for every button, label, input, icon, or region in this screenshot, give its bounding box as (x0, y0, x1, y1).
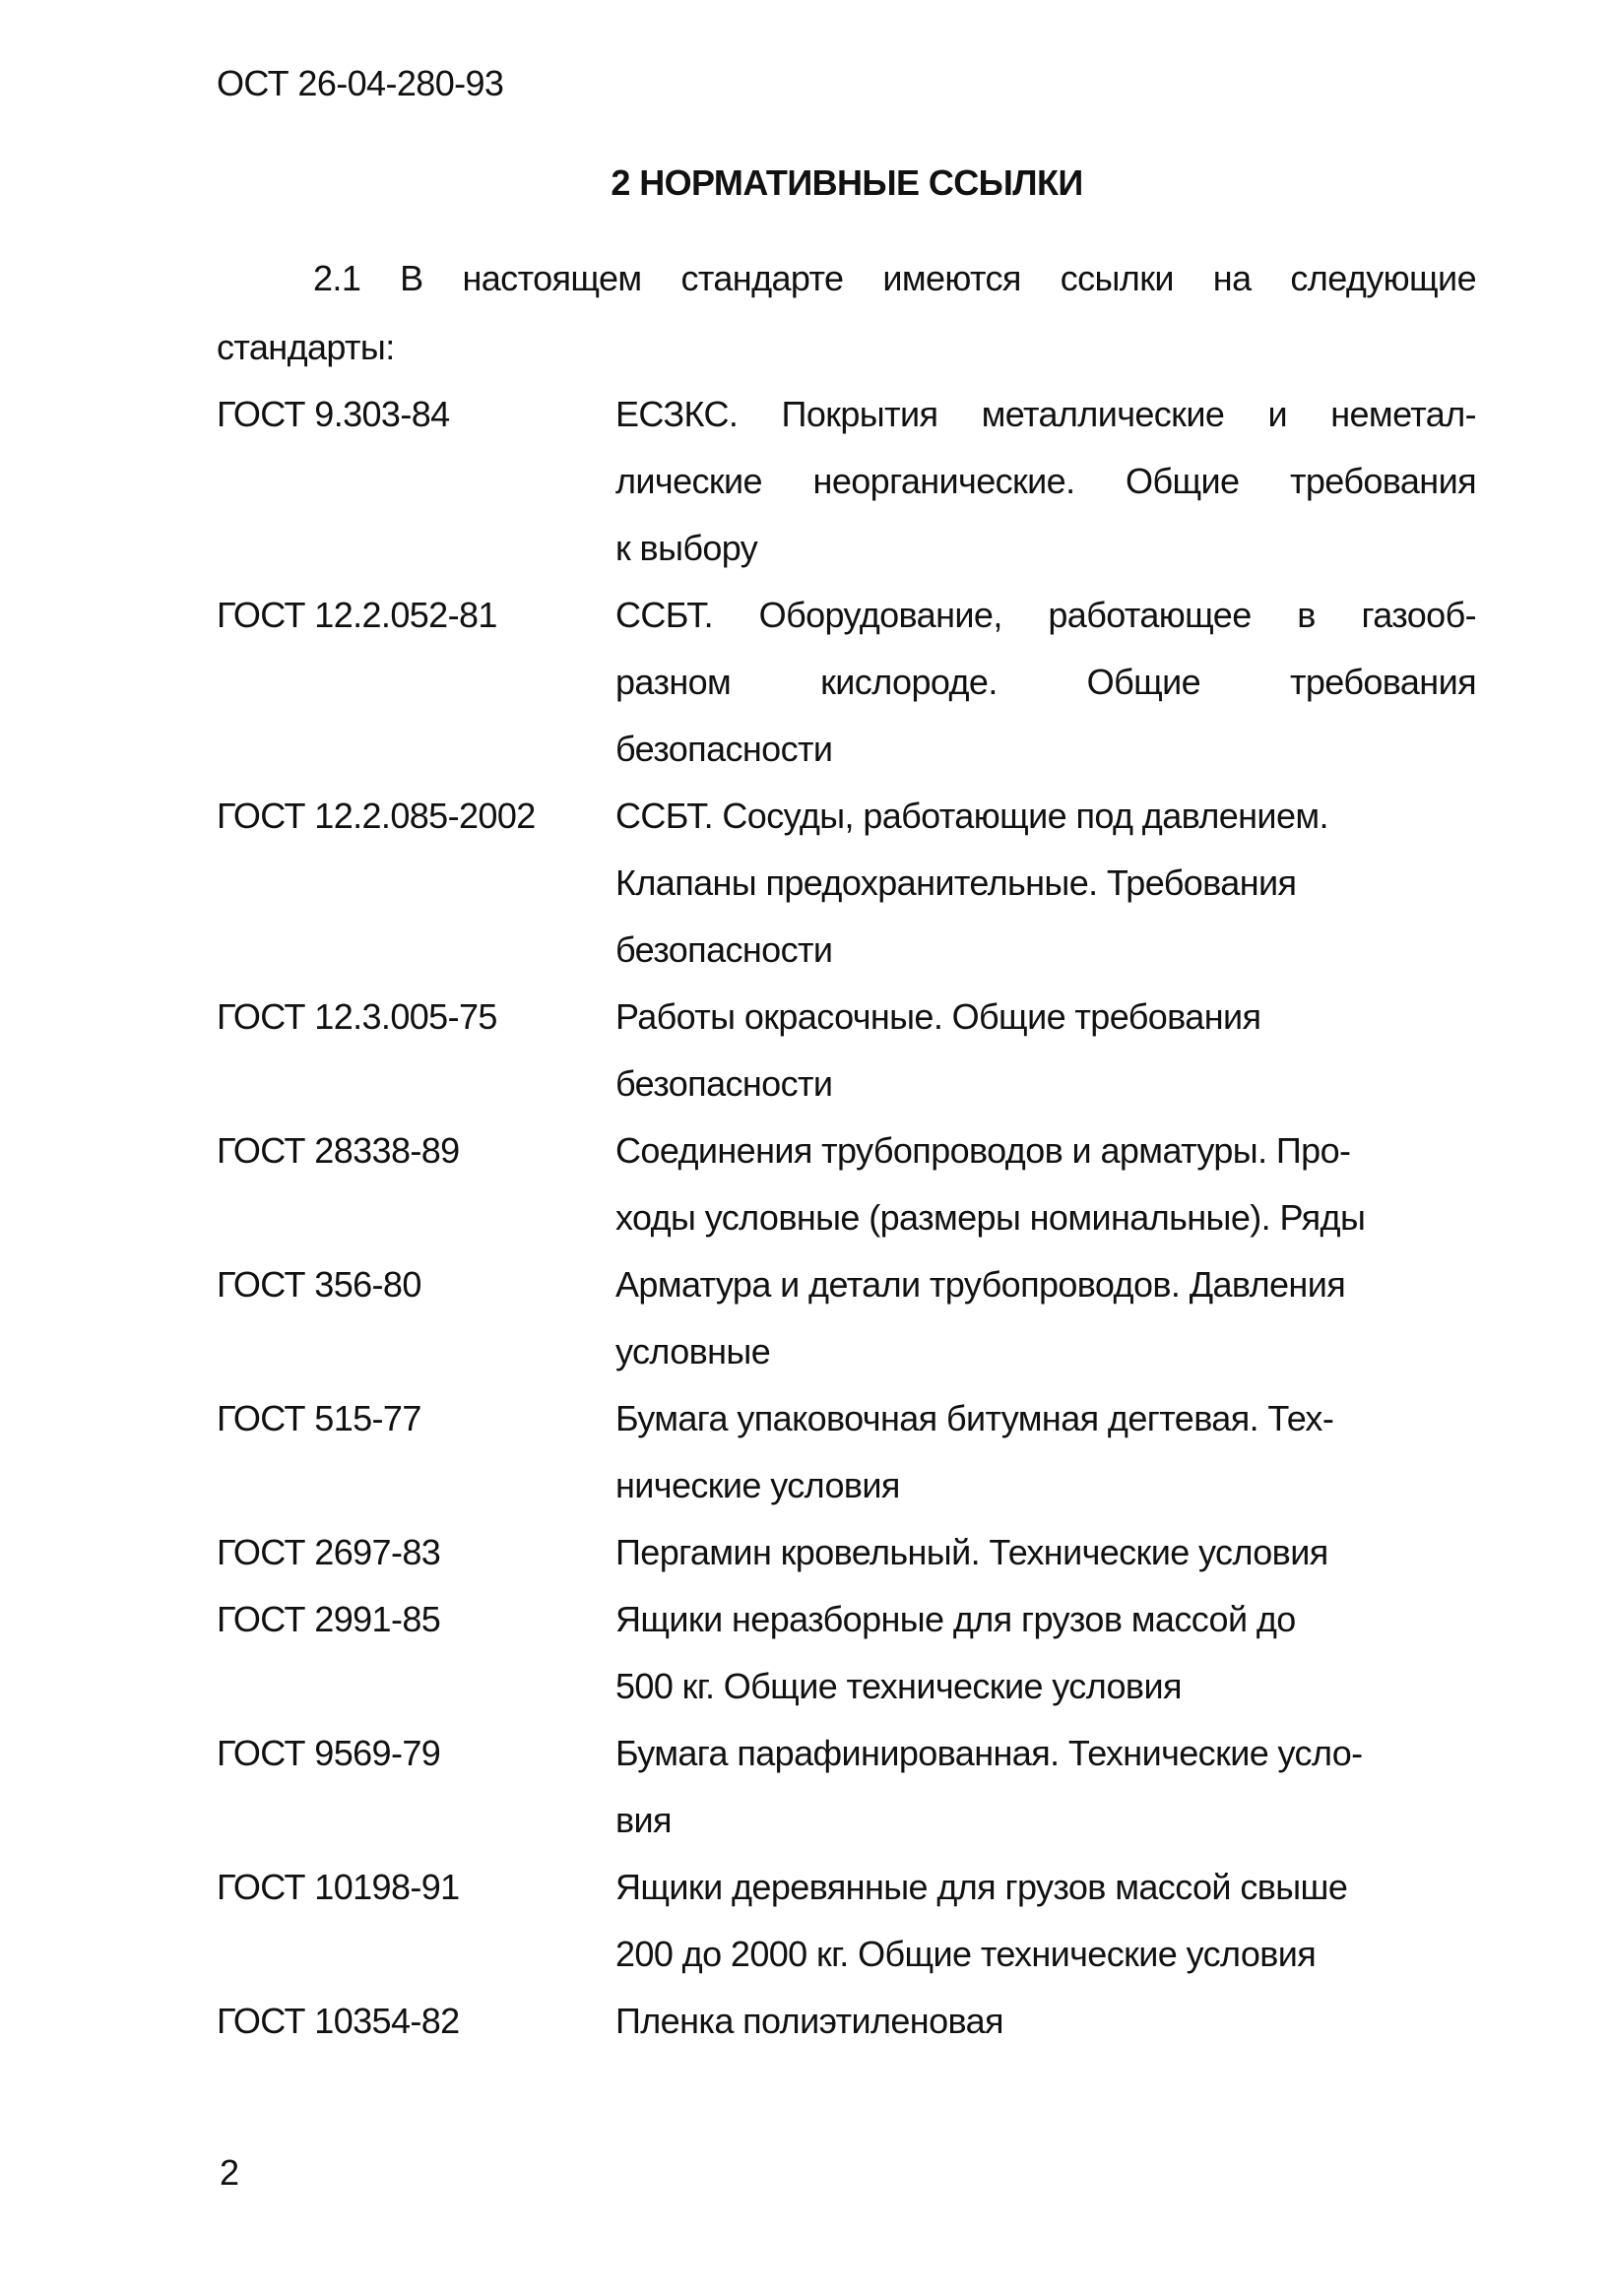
reference-item (217, 1117, 1476, 1251)
reference-item (217, 1519, 1476, 1586)
reference-description-line: к выбору (615, 528, 758, 568)
reference-description (615, 1720, 1476, 1854)
reference-description (615, 1251, 1476, 1385)
reference-description (615, 984, 1476, 1117)
reference-description-line: Пленка полиэтиленовая (615, 2001, 1003, 2041)
reference-description-line: безопасности (615, 929, 833, 970)
reference-code: ГОСТ 12.3.005-75 (217, 996, 497, 1037)
reference-code: ГОСТ 12.2.052-81 (217, 595, 497, 635)
reference-code: ГОСТ 10198-91 (217, 1867, 460, 1907)
reference-item (217, 1988, 1476, 2055)
reference-description-line: вия (615, 1800, 672, 1840)
reference-description-line: 500 кг. Общие технические условия (615, 1666, 1182, 1706)
intro-line-1: 2.1 В настоящем стандарте имеются ссылки на следующие (313, 258, 1476, 298)
reference-description (615, 582, 1476, 783)
reference-item (217, 1251, 1476, 1385)
reference-description-line: ЕСЗКС. Покрытия металлические и неметал- (615, 394, 1476, 434)
reference-description (615, 1385, 1476, 1519)
reference-code: ГОСТ 9.303-84 (217, 394, 450, 434)
page-number: 2 (220, 2152, 239, 2193)
reference-description-line: ССБТ. Оборудование, работающее в газооб- (615, 595, 1476, 635)
reference-description-line: Ящики деревянные для грузов массой свыше (615, 1867, 1348, 1907)
reference-description-line: лические неорганические. Общие требования (615, 461, 1476, 501)
reference-item (217, 1720, 1476, 1854)
reference-code: ГОСТ 2697-83 (217, 1532, 441, 1572)
intro-line-2: стандарты: (217, 327, 395, 367)
reference-description-line: Бумага парафинированная. Технические усло- (615, 1733, 1363, 1773)
reference-description-line: ССБТ. Сосуды, работающие под давлением. (615, 796, 1328, 836)
reference-description-line: безопасности (615, 1063, 833, 1104)
reference-description (615, 783, 1476, 984)
reference-code: ГОСТ 12.2.085-2002 (217, 796, 536, 836)
reference-description (615, 1586, 1476, 1720)
reference-code: ГОСТ 356-80 (217, 1264, 421, 1305)
reference-item (217, 381, 1476, 582)
reference-description-line: условные (615, 1331, 771, 1371)
references-list (217, 381, 1476, 2055)
reference-description-line: Арматура и детали трубопроводов. Давления (615, 1264, 1346, 1305)
reference-item (217, 1385, 1476, 1519)
reference-item (217, 1586, 1476, 1720)
section-title: 2 НОРМАТИВНЫЕ ССЫЛКИ (611, 162, 1083, 203)
intro-paragraph (217, 244, 1476, 382)
reference-description-line: Соединения трубопроводов и арматуры. Про- (615, 1130, 1351, 1171)
reference-description-line: 200 до 2000 кг. Общие технические условия (615, 1934, 1317, 1974)
document-code: ОСТ 26-04-280-93 (217, 63, 504, 103)
reference-description-line: Клапаны предохранительные. Требования (615, 862, 1297, 903)
reference-description-line: ходы условные (размеры номинальные). Ряды (615, 1197, 1366, 1238)
reference-item (217, 984, 1476, 1117)
reference-description-line: Работы окрасочные. Общие требования (615, 996, 1261, 1037)
reference-code: ГОСТ 2991-85 (217, 1599, 441, 1639)
reference-description-line: разном кислороде. Общие требования (615, 662, 1476, 702)
reference-code: ГОСТ 515-77 (217, 1398, 421, 1438)
reference-code: ГОСТ 28338-89 (217, 1130, 460, 1171)
reference-item (217, 582, 1476, 783)
reference-description (615, 1519, 1476, 1586)
reference-description-line: Бумага упаковочная битумная дегтевая. Тех- (615, 1398, 1334, 1438)
reference-description (615, 1117, 1476, 1251)
reference-code: ГОСТ 10354-82 (217, 2001, 460, 2041)
reference-description-line: Ящики неразборные для грузов массой до (615, 1599, 1296, 1639)
reference-description (615, 1988, 1476, 2055)
reference-description (615, 381, 1476, 582)
reference-description-line: безопасности (615, 729, 833, 769)
reference-description-line: Пергамин кровельный. Технические условия (615, 1532, 1328, 1572)
reference-description-line: нические условия (615, 1465, 900, 1505)
reference-description (615, 1854, 1476, 1988)
reference-item (217, 783, 1476, 984)
reference-item (217, 1854, 1476, 1988)
reference-code: ГОСТ 9569-79 (217, 1733, 441, 1773)
